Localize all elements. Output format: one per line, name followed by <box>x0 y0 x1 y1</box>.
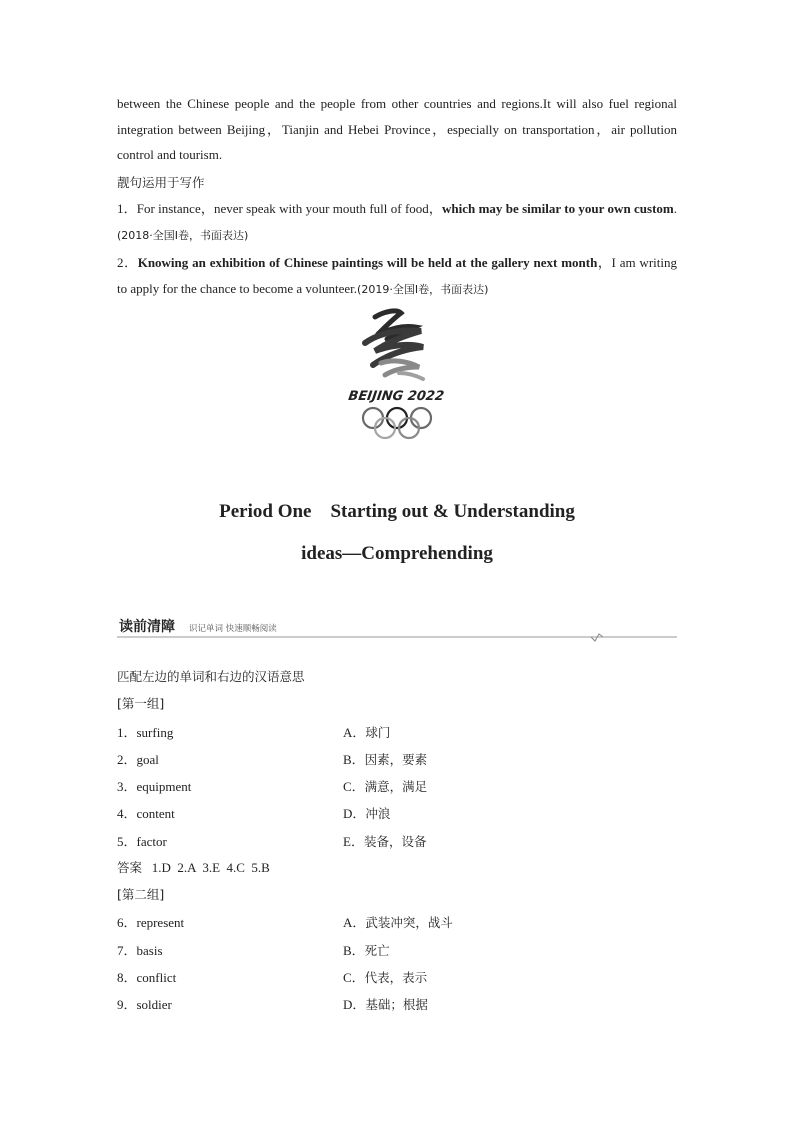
meaning-letter: B． <box>343 752 365 767</box>
answer-text: 1.D 2.A 3.E 4.C 5.B <box>151 860 270 875</box>
meaning-text: 基础；根据 <box>365 997 428 1012</box>
meaning-item <box>343 994 428 1013</box>
meaning-letter: B． <box>343 943 365 958</box>
word-item: 1．surfing <box>117 725 174 740</box>
period-title-line-2: ideas—Comprehending <box>301 543 493 564</box>
sentence-number: 2． <box>117 255 138 270</box>
meaning-letter: C． <box>343 970 365 985</box>
word-item: 3．equipment <box>117 779 192 794</box>
word-item: 5．factor <box>117 834 167 849</box>
sentence-highlight: which may be similar to your own custom <box>442 201 674 216</box>
section-header-subtitle: 识记单词 快速顺畅阅读 <box>189 624 277 634</box>
word-item: 9．soldier <box>117 997 172 1012</box>
meaning-letter: D． <box>343 997 366 1012</box>
word-item: 8．conflict <box>117 970 177 985</box>
meaning-item <box>343 967 427 986</box>
word-item: 4．content <box>117 806 175 821</box>
exercise-instruction: 匹配左边的单词和右边的汉语意思 <box>117 669 305 684</box>
beijing-2022-emblem-icon <box>337 305 457 440</box>
header-divider <box>117 632 677 642</box>
answer-line <box>117 858 270 876</box>
example-sentence-2 <box>117 250 677 302</box>
word-item: 6．represent <box>117 915 185 930</box>
intro-paragraph: between the Chinese people and the people from other countries and regions.It will also fuel regional integration between Beijing，Tianjin and Hebei Province，especially on transportation，air pollution control and tourism. <box>117 96 677 162</box>
meaning-text: 满意，满足 <box>364 779 428 794</box>
meaning-letter: E． <box>343 834 364 849</box>
example-sentence-1 <box>117 196 677 248</box>
group-2-label: [第二组] <box>117 887 165 902</box>
section-header-title: 读前清障 <box>119 619 175 635</box>
meaning-letter: A． <box>343 725 366 740</box>
meaning-item <box>343 722 390 741</box>
sentence-number: 1． <box>117 201 137 216</box>
meaning-text: 因素，要素 <box>364 752 428 767</box>
emblem-text: BEIJING 2022 <box>347 389 445 404</box>
meaning-item <box>343 803 390 822</box>
period-title-line-1: Period One Starting out & Understanding <box>219 501 575 522</box>
group-1-label: [第一组] <box>117 696 165 711</box>
meaning-text: 冲浪 <box>365 806 391 821</box>
sentence-text-after: . <box>673 201 677 216</box>
word-item: 2．goal <box>117 752 159 767</box>
meaning-text: 武装冲突，战斗 <box>365 915 453 930</box>
meaning-text: 代表，表示 <box>364 970 428 985</box>
answer-label: 答案 <box>117 860 143 875</box>
sentence-text-after: ，I am writing to apply for the chance to become a volunteer. <box>117 255 677 296</box>
sentence-text: For instance，never speak with your mouth full of food， <box>136 201 442 216</box>
meaning-item <box>343 912 453 931</box>
meaning-item <box>343 776 427 795</box>
word-item: 7．basis <box>117 943 163 958</box>
meaning-text: 球门 <box>365 725 391 740</box>
meaning-letter: D． <box>343 806 366 821</box>
meaning-text: 装备，设备 <box>363 834 427 849</box>
sentence-citation: (2019·全国Ⅰ卷，书面表达) <box>357 282 489 296</box>
meaning-item <box>343 831 426 850</box>
sentence-citation: (2018·全国Ⅰ卷，书面表达) <box>117 228 249 242</box>
meaning-letter: C． <box>343 779 365 794</box>
section-header <box>117 616 677 640</box>
meaning-text: 死亡 <box>364 943 390 958</box>
writing-heading: 靓句运用于写作 <box>117 175 205 190</box>
meaning-item <box>343 749 427 768</box>
meaning-letter: A． <box>343 915 366 930</box>
meaning-item <box>343 940 390 959</box>
sentence-highlight: Knowing an exhibition of Chinese paintings will be held at the gallery next month <box>137 255 598 270</box>
